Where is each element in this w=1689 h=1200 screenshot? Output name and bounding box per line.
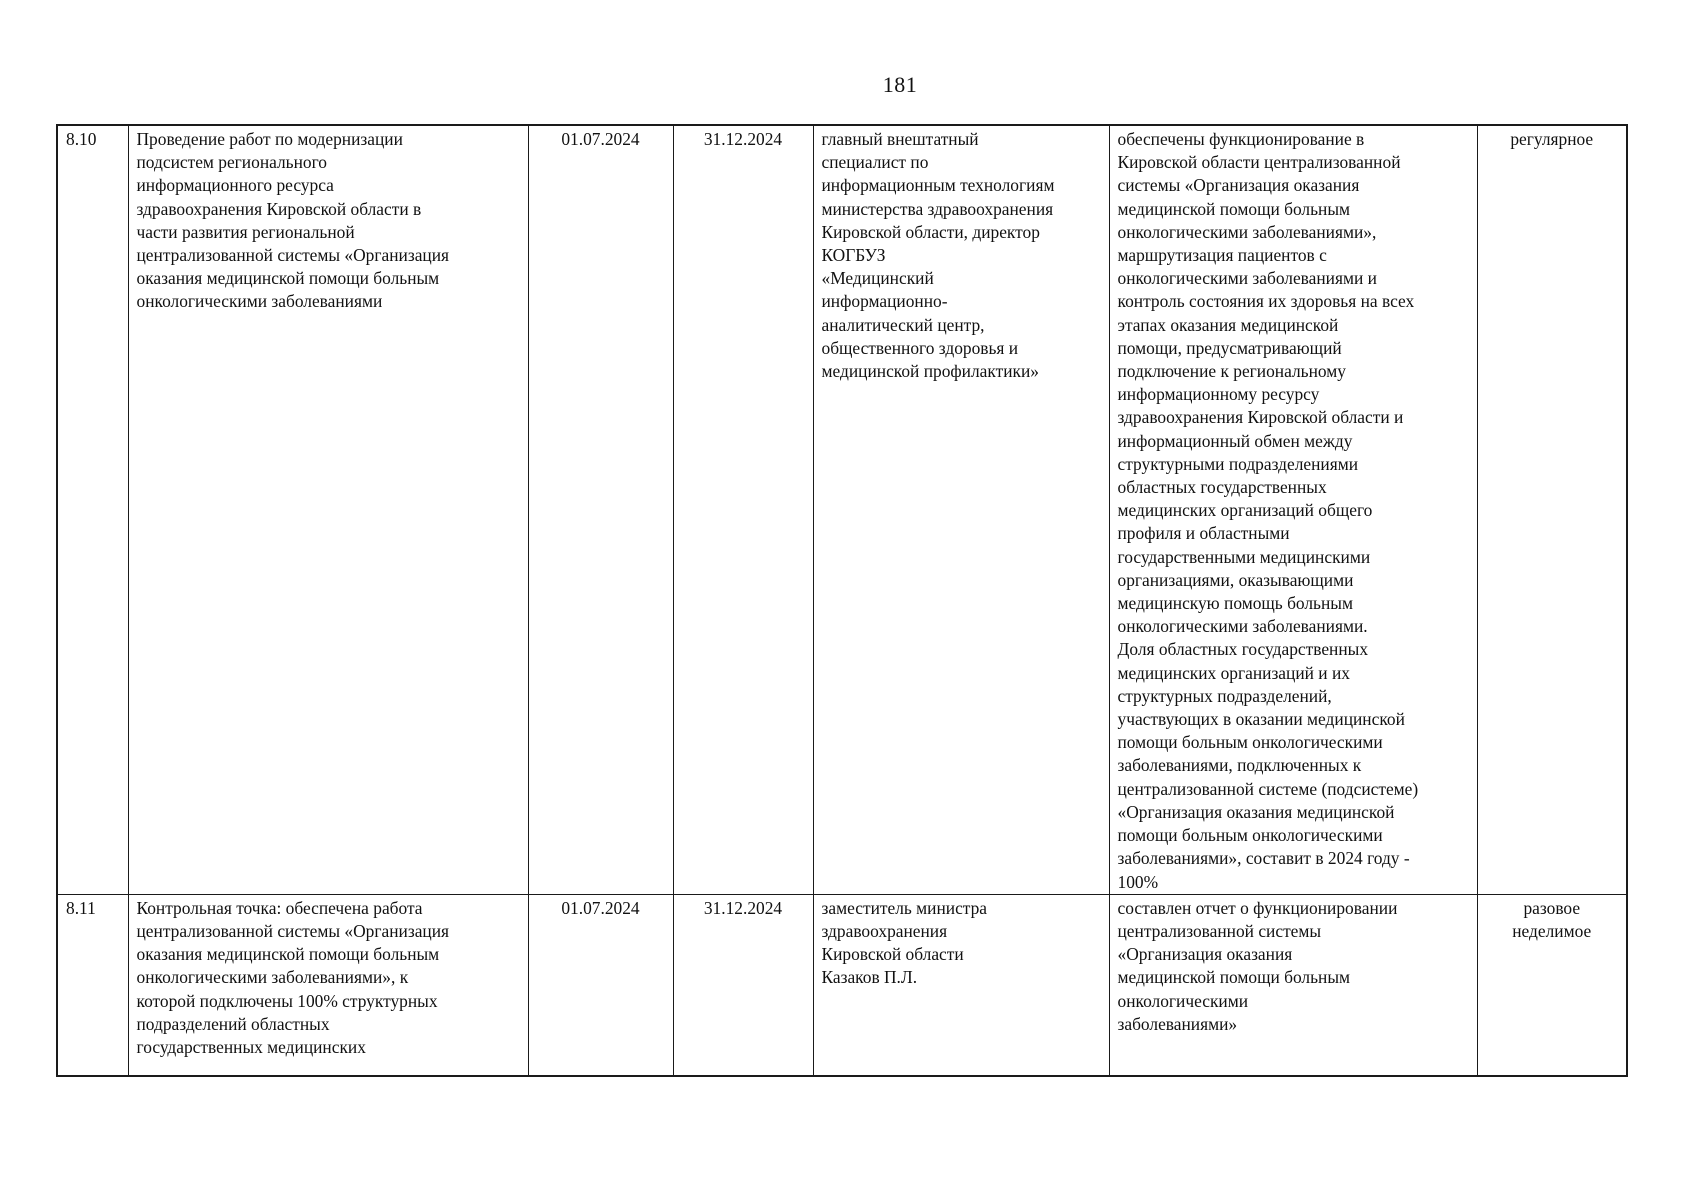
text-line: помощи, предусматривающий — [1117, 337, 1342, 358]
text-line: онкологическими заболеваниями — [136, 291, 383, 312]
text-line: онкологическими заболеваниями и — [1117, 268, 1377, 289]
table-row — [57, 894, 1627, 1076]
text-line: главный внештатный — [821, 129, 979, 149]
text-line: подключение к региональному — [1117, 361, 1346, 382]
text-line: онкологическими заболеваниями. — [1117, 616, 1368, 637]
text-line: общественного здоровья и — [821, 337, 1019, 358]
text-line: Контрольная точка: обеспечена работа — [136, 897, 423, 918]
text-line: структурных подразделений, — [1117, 685, 1332, 706]
text-line: здравоохранения Кировской области и — [1117, 407, 1404, 428]
text-line: централизованной системе (подсистеме) — [1117, 778, 1419, 799]
text-line: обеспечены функционирование в — [1117, 129, 1365, 149]
page-number: 181 — [882, 72, 918, 97]
text-line: здравоохранения — [821, 920, 948, 941]
result-type — [1477, 894, 1627, 1076]
text-line: помощи больным онкологическими — [1117, 825, 1383, 846]
text-line: системы «Организация оказания — [1117, 175, 1360, 196]
expected-result — [1109, 125, 1477, 894]
text-line: заболеваниями» — [1117, 1013, 1238, 1034]
responsible-person — [813, 894, 1109, 1076]
end-date: 31.12.2024 — [673, 894, 813, 1076]
text-line: централизованной системы «Организация — [136, 920, 450, 941]
text-line: профиля и областными — [1117, 523, 1290, 544]
text-line: централизованной системы «Организация — [136, 245, 450, 266]
text-line: части развития региональной — [136, 221, 355, 242]
text-line: которой подключены 100% структурных — [136, 990, 438, 1011]
text-line: Казаков П.Л. — [821, 967, 918, 988]
expected-result — [1109, 894, 1477, 1076]
text-line: информационным технологиям — [821, 175, 1055, 196]
text-line: «Организация оказания медицинской — [1117, 801, 1395, 822]
text-line: заболеваниями», составит в 2024 году - — [1117, 848, 1410, 869]
text-line: Кировской области — [821, 944, 964, 965]
text-line: регулярное — [1510, 129, 1594, 149]
start-date: 01.07.2024 — [528, 125, 673, 894]
text-line: неделимое — [1512, 920, 1592, 941]
text-line: медицинской профилактики» — [821, 361, 1039, 382]
text-line: разовое — [1523, 897, 1581, 918]
text-line: «Медицинский — [821, 268, 934, 289]
row-number: 8.10 — [57, 125, 128, 894]
text-line: этапах оказания медицинской — [1117, 314, 1339, 335]
text-line: организациями, оказывающими — [1117, 569, 1354, 590]
text-line: медицинской помощи больным — [1117, 198, 1351, 219]
text-line: областных государственных — [1117, 477, 1327, 498]
table-row — [57, 125, 1627, 894]
text-line: оказания медицинской помощи больным — [136, 944, 440, 965]
text-line: онкологическими — [1117, 990, 1249, 1011]
result-type — [1477, 125, 1627, 894]
text-line: министерства здравоохранения — [821, 198, 1054, 219]
text-line: информационному ресурсу — [1117, 384, 1320, 405]
responsible-person — [813, 125, 1109, 894]
text-line: составлен отчет о функционировании — [1117, 897, 1398, 918]
text-line: маршрутизация пациентов с — [1117, 245, 1327, 266]
text-line: централизованной системы — [1117, 920, 1322, 941]
text-line: медицинской помощи больным — [1117, 967, 1351, 988]
text-line: помощи больным онкологическими — [1117, 732, 1383, 753]
text-line: онкологическими заболеваниями», к — [136, 967, 409, 988]
row-number: 8.11 — [57, 894, 128, 1076]
text-line: КОГБУЗ — [821, 245, 886, 266]
start-date: 01.07.2024 — [528, 894, 673, 1076]
text-line: структурными подразделениями — [1117, 453, 1359, 474]
text-line: медицинских организаций общего — [1117, 500, 1373, 521]
text-line: информационно- — [821, 291, 948, 312]
text-line: подсистем регионального — [136, 152, 327, 173]
text-line: оказания медицинской помощи больным — [136, 268, 440, 289]
text-line: медицинскую помощь больным — [1117, 593, 1353, 614]
text-line: 100% — [1117, 871, 1159, 892]
text-line: аналитический центр, — [821, 314, 985, 335]
text-line: онкологическими заболеваниями», — [1117, 221, 1377, 242]
text-line: Кировской области, директор — [821, 221, 1040, 242]
text-line: подразделений областных — [136, 1013, 330, 1034]
measure-description — [128, 894, 528, 1076]
text-line: Доля областных государственных — [1117, 639, 1369, 660]
text-line: контроль состояния их здоровья на всех — [1117, 291, 1415, 312]
text-line: Проведение работ по модернизации — [136, 129, 403, 149]
text-line: специалист по — [821, 152, 929, 173]
text-line: информационный обмен между — [1117, 430, 1353, 451]
measure-description — [128, 125, 528, 894]
text-line: государственными медицинскими — [1117, 546, 1371, 567]
plan-table — [56, 124, 1628, 1077]
text-line: заместитель министра — [821, 897, 988, 918]
end-date: 31.12.2024 — [673, 125, 813, 894]
text-line: здравоохранения Кировской области в — [136, 198, 422, 219]
text-line: заболеваниями, подключенных к — [1117, 755, 1362, 776]
text-line: «Организация оказания — [1117, 944, 1293, 965]
text-line: информационного ресурса — [136, 175, 334, 196]
text-line: Кировской области централизованной — [1117, 152, 1401, 173]
text-line: участвующих в оказании медицинской — [1117, 709, 1405, 730]
text-line: медицинских организаций и их — [1117, 662, 1350, 683]
text-line: государственных медицинских — [136, 1036, 366, 1057]
